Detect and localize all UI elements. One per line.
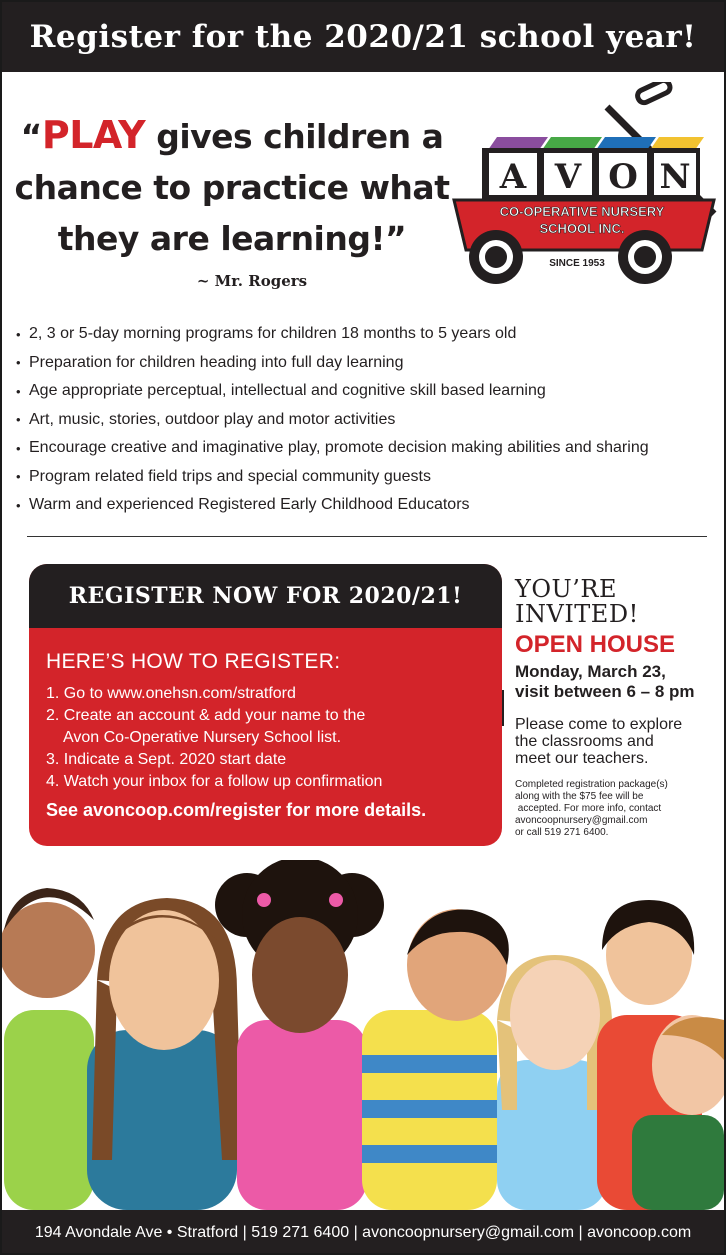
logo-line-2: SCHOOL INC.	[539, 221, 625, 236]
feature-text: Program related field trips and special community guests	[29, 467, 431, 485]
register-step: 3. Indicate a Sept. 2020 start date	[46, 751, 287, 768]
children-photo	[2, 860, 724, 1210]
footer-contact: 194 Avondale Ave • Stratford | 519 271 6400 | avoncoopnursery@gmail.com | avoncoop.com	[34, 1223, 692, 1241]
quote-text	[12, 110, 452, 264]
logo-letter-n: N	[659, 157, 691, 197]
quote-block	[12, 110, 452, 290]
invite-fine-print	[515, 779, 720, 839]
feature-item	[16, 434, 721, 463]
register-step: 2. Create an account & add your name to the	[46, 707, 366, 724]
register-body	[29, 628, 502, 821]
register-steps	[46, 683, 502, 793]
logo-blocks	[482, 137, 704, 200]
footer-bar	[2, 1210, 724, 1255]
register-subheading: HERE’S HOW TO REGISTER:	[46, 650, 341, 673]
logo-since: SINCE 1953	[549, 258, 605, 269]
invite-title-line-1: YOU’RE	[515, 575, 617, 603]
invite-body	[515, 716, 720, 767]
invite-body-line: Please come to explore	[515, 716, 683, 733]
wagon-wheel-left	[469, 230, 523, 284]
bullet-icon: •	[16, 440, 21, 456]
register-heading: REGISTER NOW FOR 2020/21!	[29, 564, 502, 628]
header-banner	[2, 2, 724, 72]
open-house-label: OPEN HOUSE	[515, 631, 676, 658]
invite-body-line: meet our teachers.	[515, 750, 649, 767]
quote-line-1-rest: gives children a	[145, 117, 444, 156]
feature-text: Art, music, stories, outdoor play and motor activities	[29, 410, 396, 428]
child-figure	[497, 955, 612, 1210]
bullet-icon: •	[16, 326, 21, 342]
feature-text: Age appropriate perceptual, intellectual and cognitive skill based learning	[29, 382, 546, 400]
bullet-icon: •	[16, 383, 21, 399]
register-card	[29, 564, 502, 846]
quote-open-mark: “	[20, 117, 42, 156]
feature-item	[16, 377, 721, 406]
fine-print-line: Completed registration package(s)	[515, 779, 668, 790]
feature-list	[16, 320, 721, 520]
register-more-details: See avoncoop.com/register for more details.	[46, 800, 427, 820]
page-title: Register for the 2020/21 school year!	[29, 19, 697, 55]
feature-text: Warm and experienced Registered Early Childhood Educators	[29, 496, 470, 514]
open-house-date-line-1: Monday, March 23,	[515, 662, 666, 681]
open-house-date	[515, 662, 720, 702]
bullet-icon: •	[16, 469, 21, 485]
quote-highlight: PLAY	[41, 113, 146, 157]
logo-line-1: CO-OPERATIVE NURSERY	[499, 204, 665, 219]
register-step: 4. Watch your inbox for a follow up confirmation	[46, 773, 383, 790]
bullet-icon: •	[16, 497, 21, 513]
feature-item	[16, 491, 721, 520]
quote-line-2: chance to practice what	[14, 168, 450, 207]
register-step: 1. Go to www.onehsn.com/stratford	[46, 685, 296, 702]
divider	[27, 536, 707, 537]
invite-divider	[502, 690, 504, 726]
invite-panel	[515, 577, 720, 839]
feature-item	[16, 320, 721, 349]
open-house-date-line-2: visit between 6 – 8 pm	[515, 682, 695, 701]
fine-print-line: or call 519 271 6400.	[515, 827, 609, 838]
feature-text: Encourage creative and imaginative play, promote decision making abilities and sharing	[29, 439, 649, 457]
logo-letter-o: O	[608, 157, 638, 197]
logo-letter-v: V	[554, 157, 582, 197]
fine-print-line: accepted. For more info, contact	[515, 803, 662, 814]
register-step-continued: Avon Co-Operative Nursery School list.	[63, 729, 342, 746]
fine-print-line: avoncoopnursery@gmail.com	[515, 815, 648, 826]
quote-line-1	[12, 110, 452, 162]
quote-author: ~ Mr. Rogers	[196, 272, 308, 290]
feature-item	[16, 349, 721, 378]
feature-item	[16, 406, 721, 435]
child-figure	[87, 898, 242, 1210]
quote-line-3: they are learning!”	[57, 219, 407, 258]
feature-text: Preparation for children heading into full day learning	[29, 353, 404, 371]
wagon-handle-grip	[636, 82, 672, 105]
invite-body-line: the classrooms and	[515, 733, 654, 750]
feature-text: 2, 3 or 5-day morning programs for children 18 months to 5 years old	[29, 325, 517, 343]
bullet-icon: •	[16, 355, 21, 371]
child-figure	[2, 888, 95, 1210]
avon-wagon-logo	[452, 82, 722, 292]
bullet-icon: •	[16, 412, 21, 428]
fine-print-line: along with the $75 fee will be	[515, 791, 644, 802]
logo-letter-a: A	[499, 157, 527, 197]
wagon-wheel-right	[618, 230, 672, 284]
feature-item	[16, 463, 721, 492]
invite-title-line-2: INVITED!	[515, 600, 639, 628]
